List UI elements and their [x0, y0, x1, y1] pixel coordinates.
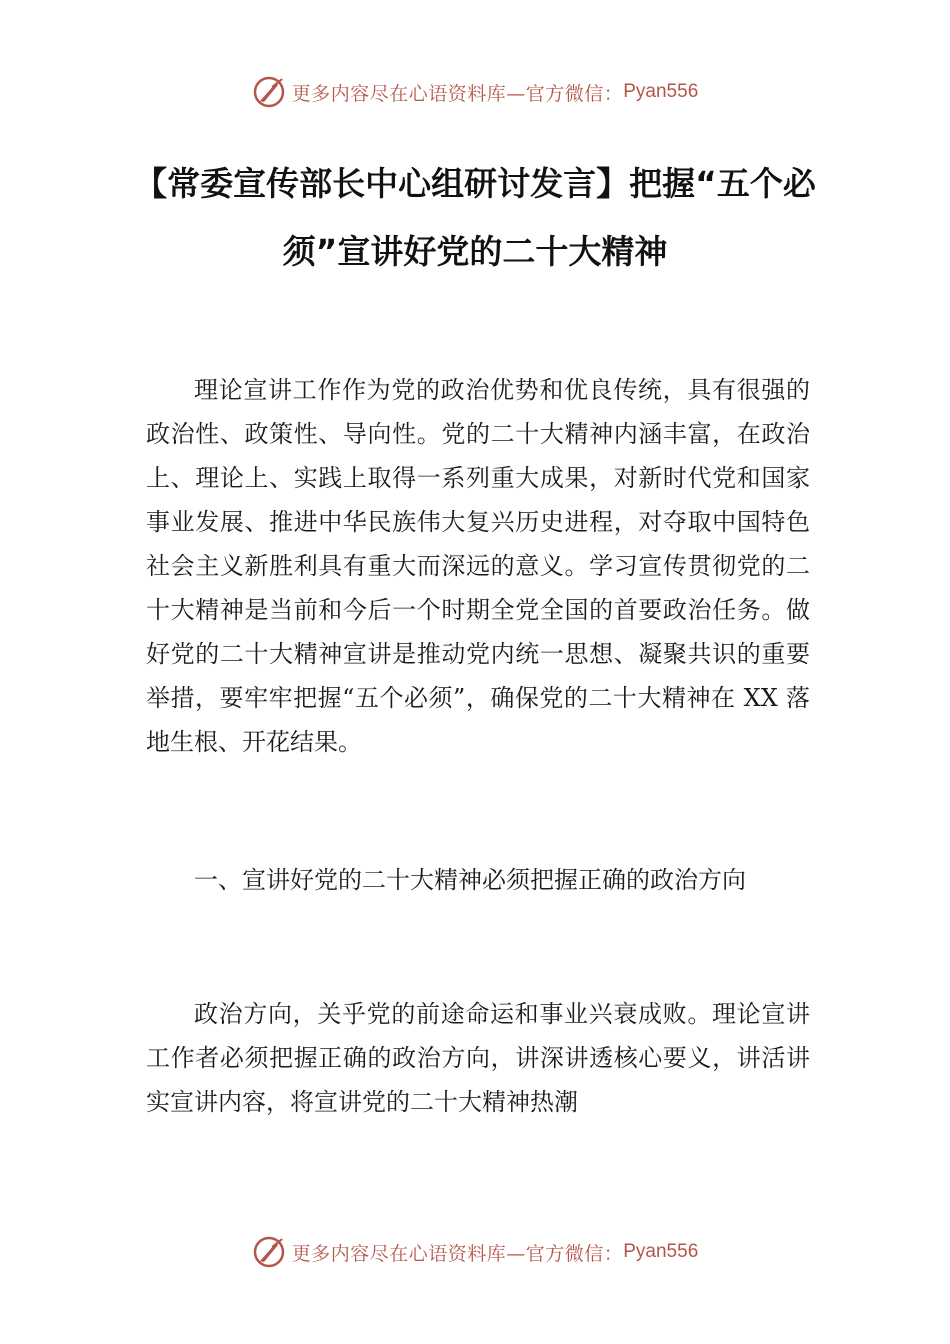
footer-watermark-text: 更多内容尽在心语资料库—官方微信：: [291, 1242, 624, 1265]
footer-watermark-id: Pyan556: [623, 1241, 699, 1262]
header-watermark-text: 更多内容尽在心语资料库—官方微信：: [291, 82, 624, 105]
footer-watermark: [0, 1232, 950, 1272]
section-heading-1: 一、宣讲好党的二十大精神必须把握正确的政治方向: [194, 866, 746, 894]
document-title: 【常委宣传部长中心组研讨发言】把握“五个必须”宣讲好党的二十大精神: [134, 164, 816, 271]
intro-paragraph: 理论宣讲工作作为党的政治优势和优良传统，具有很强的政治性、政策性、导向性。党的二十大精神内涵丰富，在政治上、理论上、实践上取得一系列重大成果，对新时代党和国家事业发展、推进中华民族伟大复兴历史进程，对夺取中国特色社会主义新胜利具有重大而深远的意义。学习宣传贯彻党的二十大精神是当前和今后一个时期全党全国的首要政治任务。做好党的二十大精神宣讲是推动党内统一思想、凝聚共识的重要举措，要牢牢把握“五个必须”，确保党的二十大精神在 XX 落地生根、开花结果。: [146, 376, 810, 756]
quill-logo-icon: [252, 75, 286, 109]
quill-logo-icon: [252, 1235, 286, 1269]
header-watermark: [0, 72, 950, 112]
section-1-paragraph: 政治方向，关乎党的前途命运和事业兴衰成败。理论宣讲工作者必须把握正确的政治方向，讲深讲透核心要义，讲活讲实宣讲内容，将宣讲党的二十大精神热潮: [146, 1000, 810, 1116]
header-watermark-id: Pyan556: [623, 81, 699, 102]
